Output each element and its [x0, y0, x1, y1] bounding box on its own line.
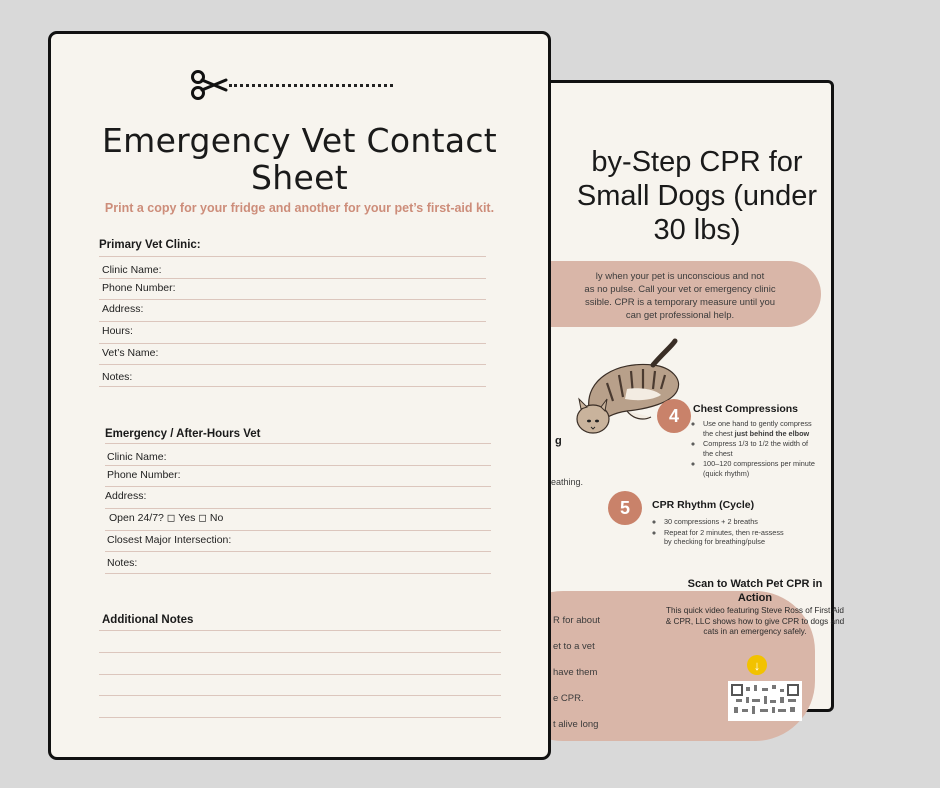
emergency-clinic-name-field[interactable]: Clinic Name:	[107, 451, 167, 463]
divider	[99, 343, 486, 344]
page-subtitle: Print a copy for your fridge and another for your pet’s first-aid kit.	[104, 201, 495, 215]
cpr-guide-title	[547, 145, 847, 247]
step-bullets	[693, 419, 819, 480]
intersection-field[interactable]: Closest Major Intersection:	[107, 534, 232, 546]
notes-line[interactable]	[99, 630, 501, 631]
divider	[99, 256, 486, 257]
down-arrow-icon: ↓	[747, 655, 767, 675]
step-heading-fragment: g	[555, 435, 562, 447]
divider	[105, 551, 491, 552]
step-text-fragment: eathing.	[551, 477, 584, 487]
clinic-name-field[interactable]: Clinic Name:	[102, 264, 162, 276]
intro-line: as no pulse. Call your vet or emergency clinic	[584, 284, 776, 295]
notes-line[interactable]	[99, 652, 501, 653]
additional-notes-heading: Additional Notes	[102, 614, 194, 626]
qr-pattern	[732, 685, 798, 717]
step-bullets	[654, 517, 788, 548]
step-bullet: ◦ Use one hand to gently compress the chest just behind the elbow	[703, 419, 819, 438]
contact-sheet-page	[48, 31, 551, 760]
notes-line[interactable]	[99, 674, 501, 675]
step-bullet: ◦ 30 compressions + 2 breaths	[664, 517, 788, 527]
step-heading: Chest Compressions	[693, 403, 799, 415]
step-heading: CPR Rhythm (Cycle)	[652, 499, 755, 511]
step-number-badge: 4	[657, 399, 691, 433]
phone-number-field[interactable]: Phone Number:	[102, 282, 176, 294]
qr-code[interactable]	[728, 681, 802, 721]
step-bullet: ◦ Compress 1/3 to 1/2 the width of the chest	[703, 439, 819, 458]
emergency-phone-field[interactable]: Phone Number:	[107, 469, 181, 481]
divider	[105, 443, 491, 444]
emergency-address-field[interactable]: Address:	[105, 490, 147, 502]
intro-line: ssible. CPR is a temporary measure until you	[584, 297, 776, 308]
divider	[105, 573, 491, 574]
emergency-notes-field[interactable]: Notes:	[107, 557, 138, 569]
scan-description: This quick video featuring Steve Ross of First Aid & CPR, LLC shows how to give CPR to dogs and cats in an emergency safely.	[665, 606, 845, 636]
cpr-intro-callout	[543, 261, 821, 327]
scissors-icon	[190, 70, 228, 100]
divider	[105, 486, 491, 487]
step-bullet: ◦ Repeat for 2 minutes, then re-assess by checking for breathing/pulse	[664, 528, 788, 547]
note-line: e CPR.	[553, 693, 584, 704]
divider	[105, 508, 491, 509]
page-title	[51, 122, 548, 196]
scan-heading: Scan to Watch Pet CPR in Action	[687, 578, 823, 604]
intro-line: can get professional help.	[625, 310, 735, 321]
notes-line[interactable]	[99, 695, 501, 696]
address-field[interactable]: Address:	[102, 303, 144, 315]
page-title-text: Emergency Vet Contact Sheet	[101, 121, 498, 197]
hours-field[interactable]: Hours:	[102, 325, 133, 337]
note-line: R for about	[553, 615, 600, 626]
divider	[105, 465, 491, 466]
step-number-badge: 5	[608, 491, 642, 525]
divider	[105, 530, 491, 531]
cpr-title-line-3: 30 lbs)	[653, 214, 741, 246]
divider	[99, 321, 486, 322]
cut-line	[229, 84, 393, 87]
note-line: et to a vet	[553, 641, 595, 652]
step-bullet: ◦ 100–120 compressions per minute (quick rhythm)	[703, 459, 819, 478]
notes-field[interactable]: Notes:	[102, 371, 133, 383]
divider	[99, 386, 486, 387]
open-24-7-checkbox-row[interactable]: Open 24/7? ◻ Yes ◻ No	[109, 512, 224, 524]
cpr-title-line-2: Small Dogs (under	[576, 180, 818, 212]
divider	[99, 364, 486, 365]
primary-vet-heading: Primary Vet Clinic:	[99, 239, 201, 251]
notes-line[interactable]	[99, 717, 501, 718]
note-line: have them	[553, 667, 598, 678]
note-line: t alive long	[553, 719, 599, 730]
intro-line: ly when your pet is unconscious and not	[595, 271, 765, 282]
divider	[99, 299, 486, 300]
cpr-guide-page	[540, 80, 845, 730]
divider	[99, 278, 486, 279]
vet-name-field[interactable]: Vet’s Name:	[102, 347, 159, 359]
cpr-note-text	[553, 615, 633, 745]
emergency-vet-heading: Emergency / After-Hours Vet	[105, 428, 261, 440]
cpr-title-line-1: by-Step CPR for	[591, 146, 803, 178]
